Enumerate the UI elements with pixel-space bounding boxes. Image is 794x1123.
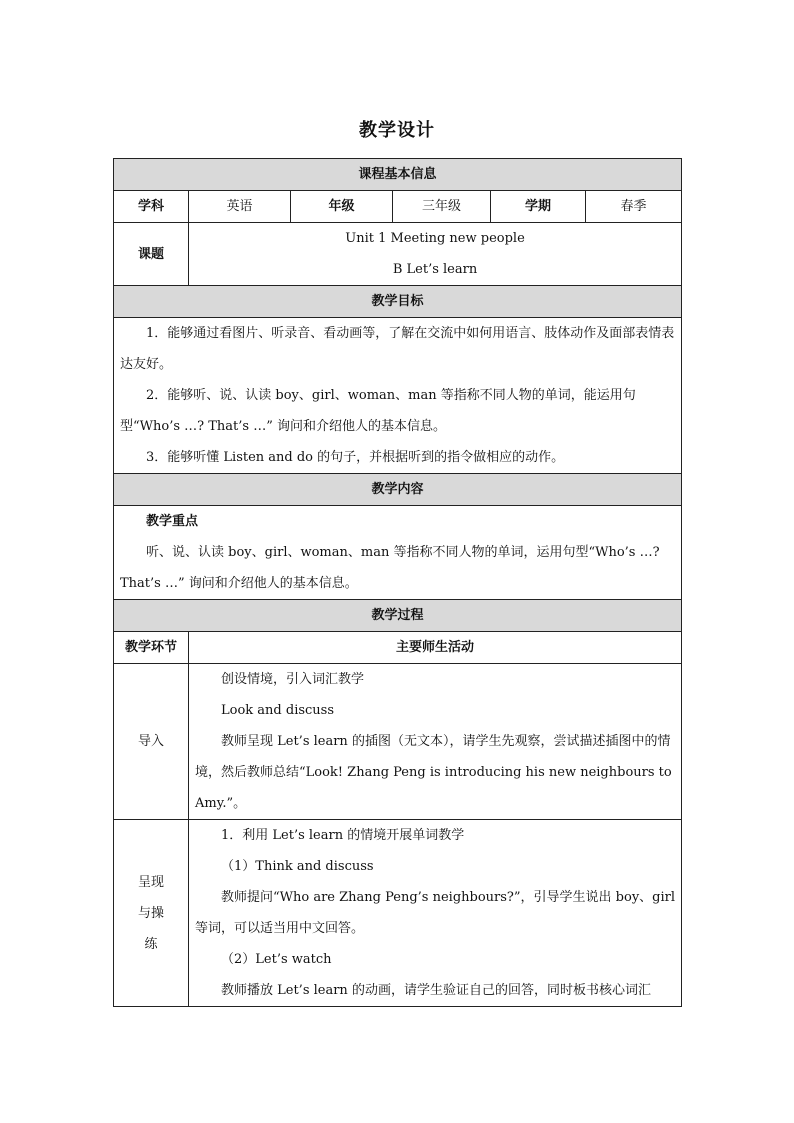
subject-value: 英语 — [189, 191, 291, 223]
key-points-label: 教学重点 — [146, 514, 199, 529]
activity-line: Look and discuss — [221, 703, 335, 718]
content-header: 教学内容 — [114, 474, 682, 506]
activity-intro — [189, 664, 682, 820]
topic-label: 课题 — [114, 223, 189, 286]
activity-line: 教师呈现 Let’s learn 的插图（无文本），请学生先观察，尝试描述插图中的情境，然后教师总结“Look! Zhang Peng is introducing his new neighbours to Amy.”。 — [195, 734, 672, 811]
process-header: 教学过程 — [114, 600, 682, 632]
activity-presentation — [189, 820, 682, 1007]
objective-item: 2．能够听、说、认读 boy、girl、woman、man 等指称不同人物的单词，能运用句型“Who’s …? That’s …” 询问和介绍他人的基本信息。 — [120, 388, 636, 434]
objective-item: 1．能够通过看图片、听录音、看动画等，了解在交流中如何用语言、肢体动作及面部表情表达友好。 — [120, 326, 675, 372]
objective-item: 3．能够听懂 Listen and do 的句子，并根据听到的指令做相应的动作。 — [146, 450, 565, 465]
topic-line-2: B Let’s learn — [392, 262, 478, 277]
grade-label: 年级 — [291, 191, 393, 223]
term-value: 春季 — [586, 191, 682, 223]
page-title: 教学设计 — [359, 120, 435, 141]
objectives-cell — [114, 318, 682, 474]
lesson-plan-table — [113, 158, 682, 1007]
stage-intro: 导入 — [114, 664, 189, 820]
topic-line-1: Unit 1 Meeting new people — [345, 231, 525, 246]
basic-info-header: 课程基本信息 — [114, 159, 682, 191]
key-points-text: 听、说、认读 boy、girl、woman、man 等指称不同人物的单词，运用句型“Who’s …? That’s …” 询问和介绍他人的基本信息。 — [120, 545, 660, 591]
subject-label: 学科 — [114, 191, 189, 223]
stage-presentation — [114, 820, 189, 1007]
objectives-header: 教学目标 — [114, 286, 682, 318]
activity-line: 1．利用 Let’s learn 的情境开展单词教学 — [221, 828, 465, 843]
activity-column-header: 主要师生活动 — [189, 632, 682, 664]
activity-line: 创设情境，引入词汇教学 — [221, 672, 365, 687]
activity-line: 教师提问“Who are Zhang Peng’s neighbours?”，引导学生说出 boy、girl 等词，可以适当用中文回答。 — [195, 890, 676, 936]
content-cell — [114, 506, 682, 600]
grade-value: 三年级 — [393, 191, 491, 223]
activity-line: 教师播放 Let’s learn 的动画，请学生验证自己的回答，同时板书核心词汇 — [221, 983, 651, 998]
term-label: 学期 — [491, 191, 586, 223]
stage-column-header: 教学环节 — [114, 632, 189, 664]
stage-presentation-label: 呈现与操练 — [137, 874, 164, 952]
activity-line: （2）Let’s watch — [221, 952, 332, 967]
topic-cell — [189, 223, 682, 286]
activity-line: （1）Think and discuss — [221, 859, 374, 874]
